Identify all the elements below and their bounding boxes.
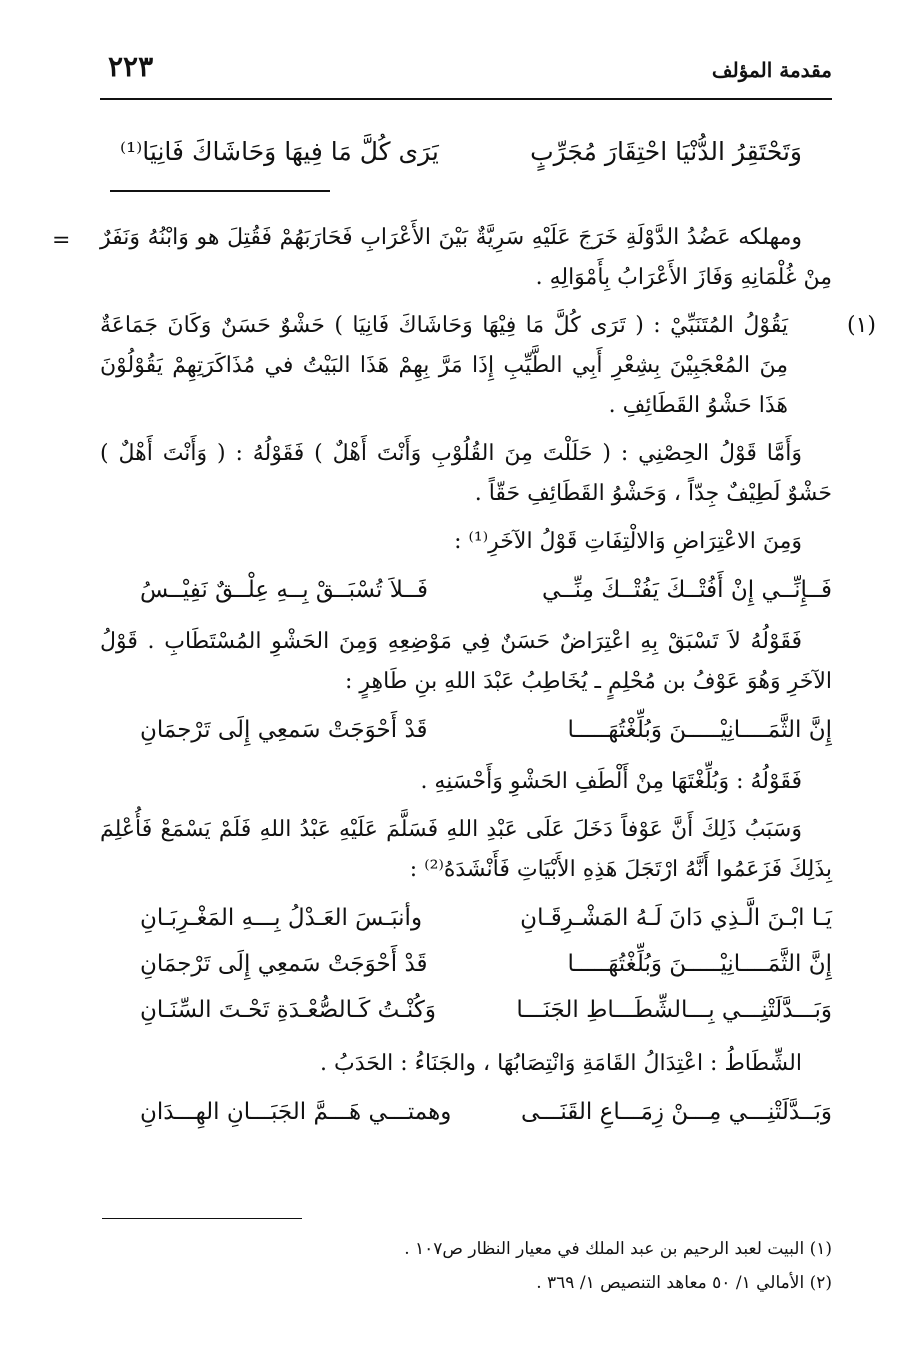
paragraph-continuation: ومهلكه عَضُدُ الدَّوْلَةِ خَرَجَ عَلَيْهِ سَرِيَّةٌ بَيْنَ الأَعْرَابِ فَحَارَبَهُمْ فَقُتِلَ هو وَابْنُهُ وَنَفَرٌ مِنْ غُلْمَانِهِ وَفَازَ الأَعْرَابُ بِأَمْوَالِهِ . bbox=[100, 225, 832, 290]
note-paragraph bbox=[100, 306, 876, 426]
running-head: مقدمة المؤلف bbox=[711, 58, 832, 82]
verse-left-hemistich: قَدْ أَحْوَجَتْ سَمعِي إِلَى تَرْجمَانِ bbox=[140, 717, 428, 743]
verse-line bbox=[100, 710, 832, 750]
footnotes bbox=[100, 1232, 832, 1300]
verse-left-hemistich: قَدْ أَحْوَجَتْ سَمعِي إِلَى تَرْجمَانِ bbox=[140, 951, 428, 977]
page-header bbox=[100, 44, 832, 100]
top-verse-right-hemistich: وَتَحْتَقِرُ الدُّنْيَا احْتِقَارَ مُجَرِّبٍ bbox=[530, 136, 802, 166]
paragraph: وَسَبَبُ ذَلِكَ أَنَّ عَوْفاً دَخَلَ عَلَى عَبْدِ اللهِ فَسَلَّمَ عَلَيْهِ عَبْدُ اللهِ فَلَمْ يَسْمَعْ فَأُعْلِمَ بِذَلِكَ فَزَعَمُوا أَنَّهُ ارْتَجَلَ هَذِهِ الأَبْيَاتِ فَأَنْشَدَهُ⁽²⁾ : bbox=[100, 817, 832, 882]
paragraph: وَأَمَّا قَوْلُ الحِصْنِي : ( حَلَلْتَ مِنَ القُلُوْبِ وَأَنْتَ أَهْلٌ ) فَقَوْلُهُ : ( وَأَنْتَ أَهْلٌ ) حَشْوٌ لَطِيْفٌ جِدّاً ، وَحَشْوُ القَطَائِفِ حَقّاً . bbox=[100, 441, 832, 506]
verse-line bbox=[100, 570, 832, 610]
footnote: (٢) الأمالي ١/ ٥٠ معاهد التنصيص ١/ ٣٦٩ . bbox=[536, 1273, 832, 1293]
page-number: ٢٢٣ bbox=[108, 50, 154, 83]
verse-line bbox=[100, 990, 832, 1030]
paragraph: فَقَوْلُهُ : وَبُلِّغْتَهَا مِنْ أَلْطَفِ الحَشْوِ وَأَحْسَنِهِ . bbox=[420, 769, 802, 794]
verse-right-hemistich: إِنَّ الثَّمَــــانِيْـــــنَ وَبُلِّغْتُهَـــــا bbox=[567, 717, 832, 743]
top-verse bbox=[120, 128, 802, 174]
verse-left-hemistich: فَــلاَ تُسْبَــقْ بِــهِ عِلْــقٌ نَفِيْــسُ bbox=[140, 577, 428, 603]
separator-rule bbox=[110, 190, 330, 192]
verse-right-hemistich: وَبَـــدَّلَتْنِـــي بِـــالشِّطَـــاطِ الجَنَـــا bbox=[516, 997, 832, 1023]
verse-line bbox=[100, 898, 832, 938]
verse-right-hemistich: يَـا ابْـنَ الَّـذِي دَانَ لَـهُ المَشْـرِقَـانِ bbox=[520, 905, 832, 931]
verse-line bbox=[100, 1092, 832, 1132]
verse-right-hemistich: إِنَّ الثَّمَــــانِيْـــــنَ وَبُلِّغْتُهَـــــا bbox=[567, 951, 832, 977]
footnote: (١) البيت لعبد الرحيم بن عبد الملك في معيار النظار ص١٠٧ . bbox=[404, 1239, 832, 1259]
verse-line bbox=[100, 944, 832, 984]
gloss-paragraph: الشِّطَاطُ : اعْتِدَالُ القَامَةِ وَانْتِصَابُهَا ، والجَنَاءُ : الحَدَبُ . bbox=[320, 1051, 802, 1076]
main-text bbox=[100, 218, 876, 1144]
note-number: (١) bbox=[846, 313, 876, 338]
verse-left-hemistich: وأنبَـسَ العَـدْلُ بِـــهِ المَغْـرِبَـانِ bbox=[140, 905, 423, 931]
verse-right-hemistich: فَــإِنِّــي إِنْ أَفُتْــكَ يَفُتْــكَ مِنِّــي bbox=[542, 577, 832, 603]
paragraph: فَقَوْلُهُ لاَ تَسْبَقْ بِهِ اعْتِرَاضٌ حَسَنٌ فِي مَوْضِعِهِ وَمِنَ الحَشْوِ المُسْتَطَابِ . قَوْلُ الآخَرِ وَهُوَ عَوْفُ بن مُحْلِمٍ ـ يُخَاطِبُ عَبْدَ اللهِ بنِ طَاهِرٍ : bbox=[100, 629, 832, 694]
verse-left-hemistich: وَكُنْـتُ كَـالصُّعْـدَةِ تَحْـتَ السِّنَـانِ bbox=[140, 997, 436, 1023]
verse-block bbox=[100, 898, 832, 1030]
note-text: يَقُوْلُ المُتَنَبِّيْ : ( تَرَى كُلَّ مَا فِيْهَا وَحَاشَاكَ فَانِيَا ) حَشْوٌ حَسَنٌ وَكَانَ جَمَاعَةٌ مِنَ المُعْجَبِيْنَ بِشِعْرِ أَبِي الطَّيِّبِ إِذَا مَرَّ بِهِمْ هَذَا البَيْتُ في مُذَاكَرَتِهِمْ يَقُوْلُوْنَ هَذَا حَشْوُ القَطَائِفِ . bbox=[100, 313, 788, 418]
verse-right-hemistich: وَبَــدَّلَتْنِـــي مِـــنْ زِمَـــاعِ القَنَـــى bbox=[520, 1099, 832, 1125]
continuation-mark: = bbox=[52, 228, 71, 253]
paragraph: وَمِنَ الاعْتِرَاضِ وَالالْتِفَاتِ قَوْلُ الآخَرِ⁽¹⁾ : bbox=[454, 529, 802, 554]
verse-left-hemistich: وهمتـــي هَـــمَّ الجَبَـــانِ الهِـــدَانِ bbox=[140, 1099, 452, 1125]
top-verse-left-hemistich: يَرَى كُلَّ مَا فِيهَا وَحَاشَاكَ فَانِيَا⁽¹⁾ bbox=[120, 136, 439, 166]
footnote-rule bbox=[102, 1218, 302, 1219]
